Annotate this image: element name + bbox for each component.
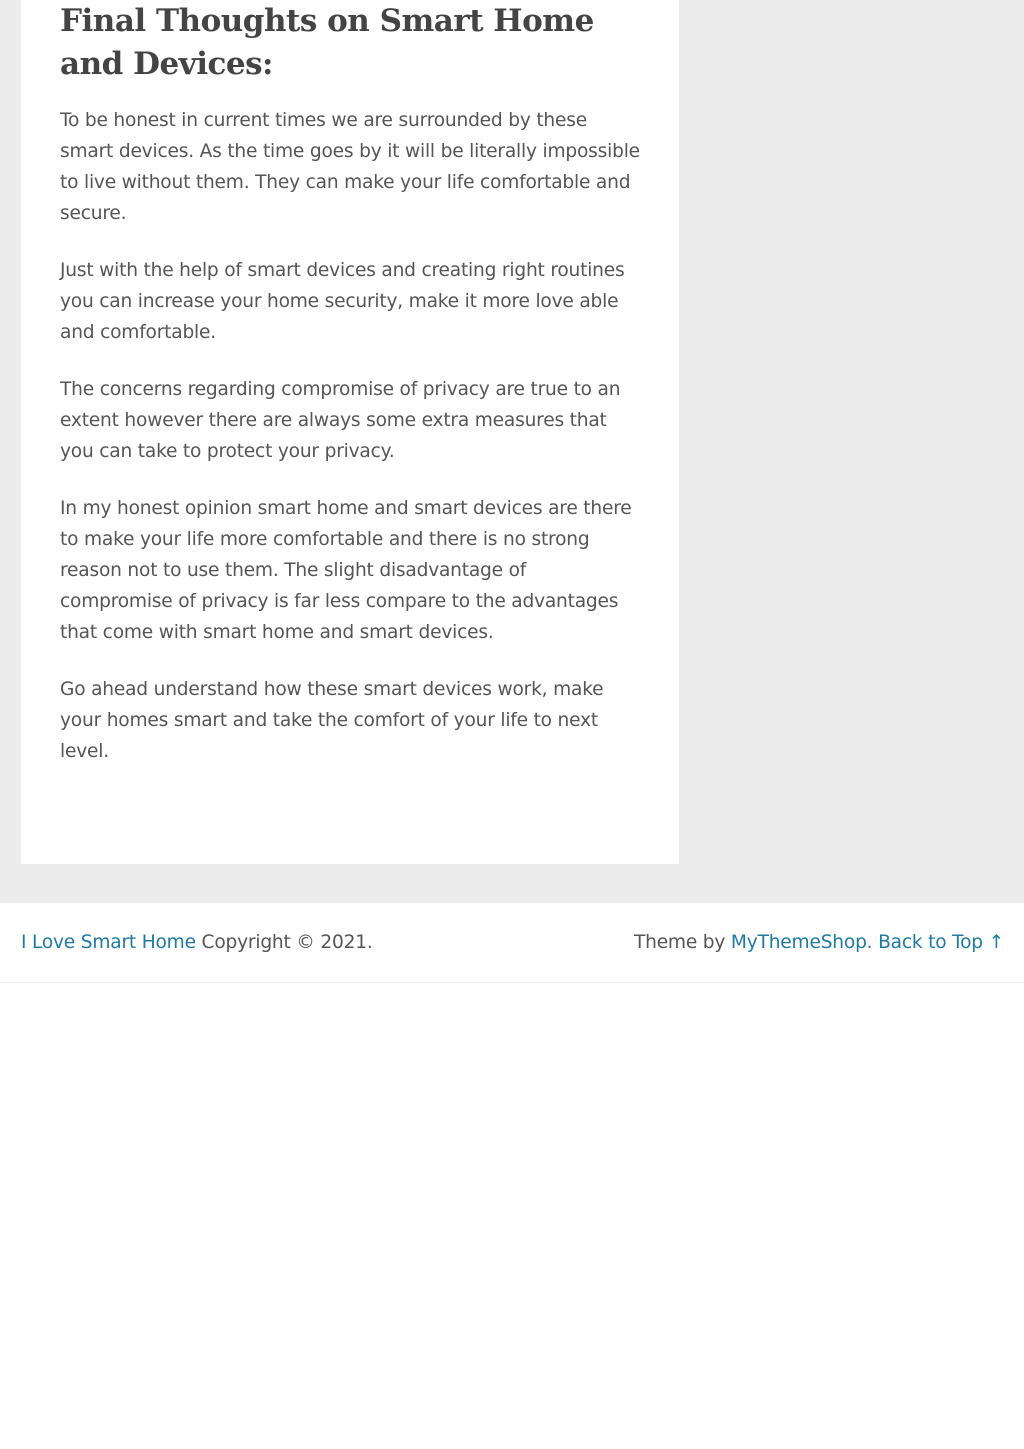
article-paragraph-5: Go ahead understand how these smart devices work, make your homes smart and take the comfort of your life to next level. [60, 679, 604, 762]
article-card [21, 0, 679, 864]
article-content [60, 0, 640, 767]
footer-separator: . [866, 932, 879, 953]
article-paragraph-4: In my honest opinion smart home and smart devices are there to make your life more comfortable and there is no strong reason not to use them. The slight disadvantage of compromise of privacy is far less compare to the advantages that come with smart home and smart devices. [60, 498, 632, 643]
site-name-link[interactable]: I Love Smart Home [21, 932, 196, 953]
back-to-top-link[interactable]: Back to Top ↑ [878, 932, 1004, 953]
site-footer [0, 903, 1024, 983]
theme-by-text: Theme by [633, 932, 731, 953]
theme-author-link[interactable]: MyThemeShop [730, 932, 867, 953]
article-paragraph-2: Just with the help of smart devices and creating right routines you can increase your home security, make it more love able and comfortable. [60, 260, 625, 343]
article-paragraph-3: The concerns regarding compromise of privacy are true to an extent however there are always some extra measures that you can take to protect your privacy. [60, 379, 621, 462]
section-heading: Final Thoughts on Smart Home and Devices: [60, 3, 594, 82]
footer-credits [634, 931, 1004, 955]
article-paragraph-1: To be honest in current times we are surrounded by these smart devices. As the time goes by it will be literally impossible to live without them. They can make your life comfortable and secure. [60, 110, 640, 224]
copyright-text: Copyright © 2021. [195, 932, 373, 953]
footer-copyright [21, 931, 373, 955]
